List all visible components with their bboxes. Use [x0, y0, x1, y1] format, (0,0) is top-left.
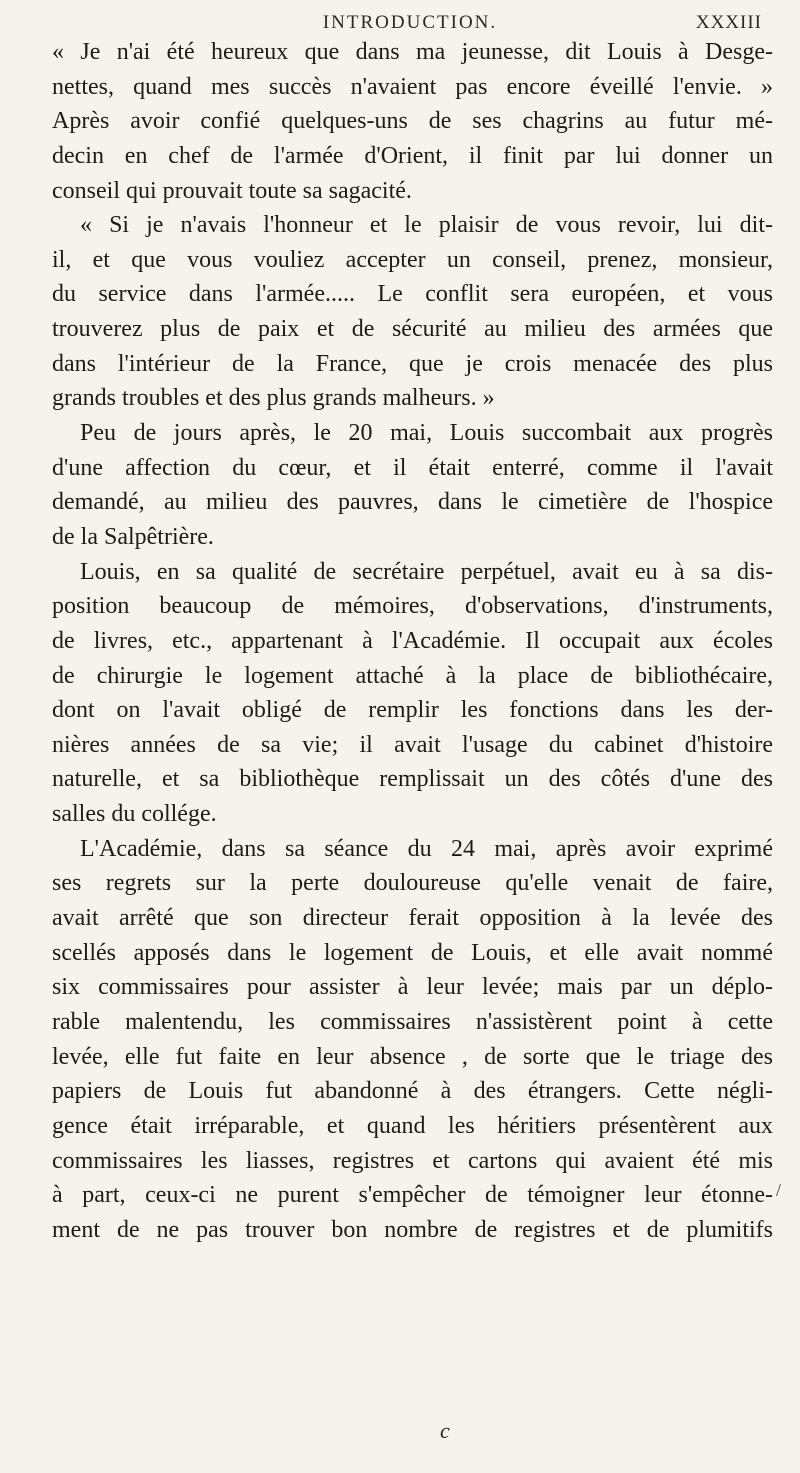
text-line: « Je n'ai été heureux que dans ma jeunesse, dit Louis à Desge- [52, 39, 773, 65]
text-line: position beaucoup de mémoires, d'observations, d'instruments, [52, 593, 773, 620]
body-text [52, 35, 773, 1247]
text-line: Après avoir confié quelques-uns de ses chagrins au futur mé- [52, 108, 773, 135]
text-line: rable malentendu, les commissaires n'assistèrent point à cette [52, 1008, 773, 1035]
text-line: à part, ceux-ci ne purent s'empêcher de témoigner leur étonne- [52, 1182, 773, 1209]
text-line: scellés apposés dans le logement de Louis, et elle avait nommé [52, 939, 773, 966]
text-line: trouverez plus de paix et de sécurité au milieu des armées que [52, 316, 773, 343]
text-line: il, et que vous vouliez accepter un conseil, prenez, monsieur, [52, 246, 773, 273]
text-line: de la Salpêtrière. [52, 523, 214, 550]
margin-mark: / [776, 1180, 782, 1200]
text-line: nettes, quand mes succès n'avaient pas encore éveillé l'envie. » [52, 73, 773, 100]
signature-mark: c [440, 1418, 450, 1443]
text-line: ment de ne pas trouver bon nombre de registres et de plumitifs [52, 1216, 773, 1243]
text-line: papiers de Louis fut abandonné à des étrangers. Cette négli- [52, 1078, 773, 1105]
text-line: gence était irréparable, et quand les héritiers présentèrent aux [52, 1112, 773, 1139]
text-line: dont on l'avait obligé de remplir les fonctions dans les der- [52, 697, 773, 724]
text-line: six commissaires pour assister à leur levée; mais par un déplo- [52, 974, 773, 1001]
text-line: d'une affection du cœur, et il était enterré, comme il l'avait [52, 454, 773, 481]
text-line: decin en chef de l'armée d'Orient, il finit par lui donner un [52, 142, 773, 169]
text-line: conseil qui prouvait toute sa sagacité. [52, 177, 412, 204]
text-line: grands troubles et des plus grands malheurs. » [52, 385, 495, 412]
text-line: nières années de sa vie; il avait l'usage du cabinet d'histoire [52, 731, 773, 758]
text-line: ses regrets sur la perte douloureuse qu'elle venait de faire, [52, 870, 773, 897]
text-line: avait arrêté que son directeur ferait opposition à la levée des [52, 905, 773, 932]
text-line: « Si je n'avais l'honneur et le plaisir de vous revoir, lui dit- [80, 212, 773, 239]
text-line: dans l'intérieur de la France, que je crois menacée des plus [52, 350, 773, 377]
text-line: naturelle, et sa bibliothèque remplissait un des côtés d'une des [52, 766, 773, 793]
text-line: Peu de jours après, le 20 mai, Louis succombait aux progrès [80, 420, 773, 447]
page-number: XXXIII [695, 12, 762, 33]
text-line: commissaires les liasses, registres et cartons qui avaient été mis [52, 1147, 773, 1174]
text-line: de livres, etc., appartenant à l'Académie. Il occupait aux écoles [52, 627, 773, 654]
text-line: Louis, en sa qualité de secrétaire perpétuel, avait eu à sa dis- [80, 558, 773, 585]
text-line: demandé, au milieu des pauvres, dans le cimetière de l'hospice [52, 489, 773, 516]
text-line: levée, elle fut faite en leur absence , de sorte que le triage des [52, 1043, 773, 1070]
text-line: L'Académie, dans sa séance du 24 mai, après avoir exprimé [80, 835, 773, 862]
text-line: du service dans l'armée..... Le conflit sera européen, et vous [52, 281, 773, 308]
text-line: salles du collége. [52, 801, 217, 828]
text-line: de chirurgie le logement attaché à la place de bibliothécaire, [52, 662, 773, 689]
header-title: INTRODUCTION. [322, 12, 498, 33]
